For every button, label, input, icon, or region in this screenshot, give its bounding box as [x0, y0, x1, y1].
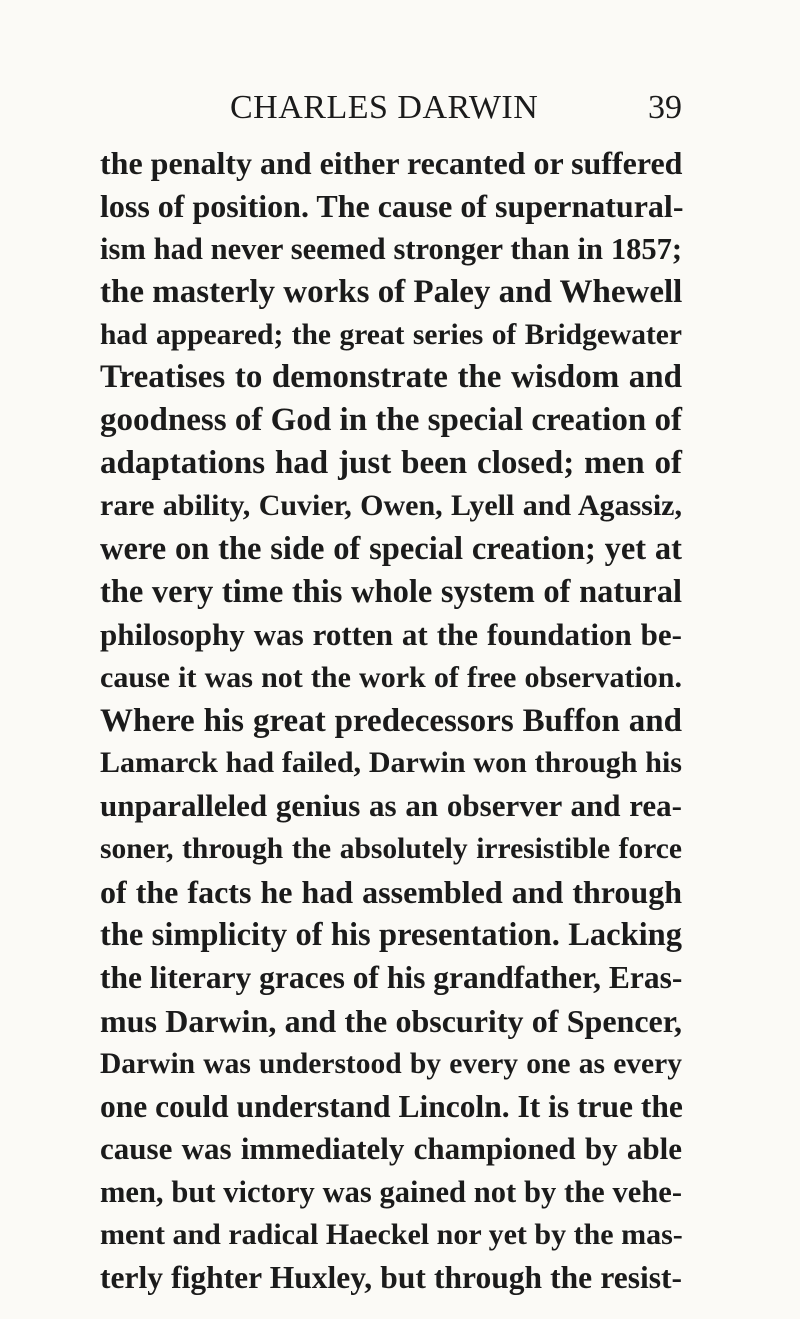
text-line: had appeared; the great series of Bridgewater — [100, 318, 682, 351]
text-line: ism had never seemed stronger than in 1857; — [100, 231, 682, 266]
text-line: cause it was not the work of free observation. — [100, 660, 682, 694]
text-line: Treatises to demonstrate the wisdom and — [100, 359, 682, 396]
text-line: one could understand Lincoln. It is true the — [100, 1088, 683, 1124]
text-line: Darwin was understood by every one as every — [100, 1047, 682, 1080]
body-text — [100, 142, 682, 1300]
text-line: adaptations had just been closed; men of — [100, 445, 682, 482]
text-line: terly fighter Huxley, but through the resist- — [100, 1260, 682, 1296]
text-line: cause was immediately championed by able — [100, 1131, 682, 1167]
text-line: soner, through the absolutely irresistible force — [100, 833, 682, 866]
text-line: loss of position. The cause of supernatural- — [100, 187, 684, 224]
text-line: ment and radical Haeckel nor yet by the mas- — [100, 1218, 683, 1252]
text-line: mus Darwin, and the obscurity of Spencer, — [100, 1002, 682, 1039]
text-line: the simplicity of his presentation. Lacking — [100, 917, 682, 954]
text-line: the very time this whole system of natural — [100, 573, 682, 610]
text-line: Lamarck had failed, Darwin won through his — [100, 746, 682, 780]
text-line: rare ability, Cuvier, Owen, Lyell and Agassiz, — [100, 489, 682, 523]
page-number: 39 — [648, 89, 682, 126]
text-line: were on the side of special creation; yet at — [100, 531, 682, 568]
text-line: unparalleled genius as an observer and rea- — [100, 788, 682, 824]
running-title: CHARLES DARWIN — [230, 89, 539, 126]
running-head — [100, 88, 680, 128]
text-line: the penalty and either recanted or suffered — [100, 145, 683, 181]
text-line: men, but victory was gained not by the vehe- — [100, 1175, 682, 1210]
text-line: the masterly works of Paley and Whewell — [100, 273, 683, 310]
text-line: of the facts he had assembled and through — [100, 874, 682, 911]
text-line: philosophy was rotten at the foundation be- — [100, 616, 682, 652]
text-line: goodness of God in the special creation of — [100, 402, 682, 439]
text-line: the literary graces of his grandfather, Eras- — [100, 959, 683, 995]
text-line: Where his great predecessors Buffon and — [100, 702, 682, 739]
